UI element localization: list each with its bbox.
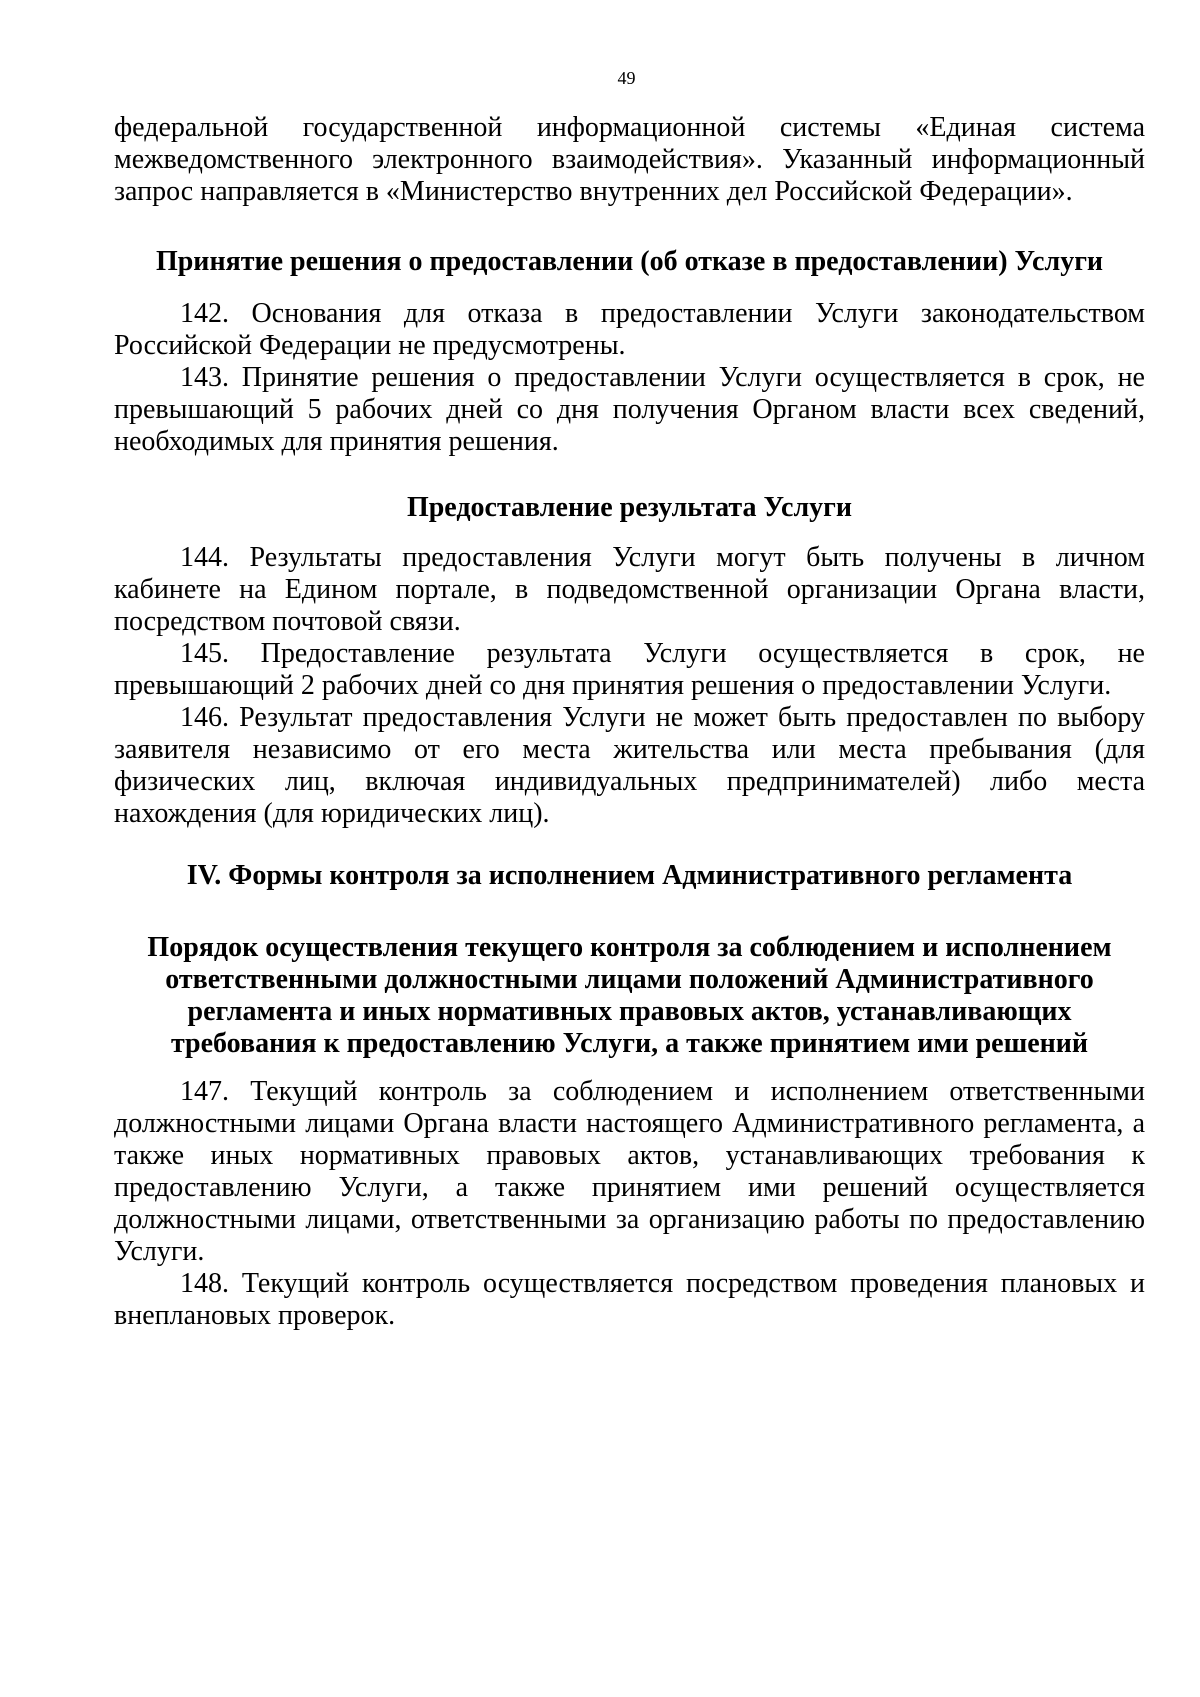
section-body-result — [114, 542, 1145, 830]
heading-line: Порядок осуществления текущего контроля за соблюдением и исполнением — [147, 932, 1112, 963]
heading-line: требования к предоставлению Услуги, а также принятием ими решений — [170, 1028, 1089, 1059]
paragraph-144: 144. Результаты предоставления Услуги могут быть получены в личном кабинете на Едином портале, в подведомственной организации Органа власти, посредством почтовой связи. — [114, 542, 1145, 637]
paragraph-145: 145. Предоставление результата Услуги осуществляется в срок, не превышающий 2 рабочих дней со дня принятия решения о предоставлении Услуги. — [114, 638, 1145, 701]
chapter-heading-iv: IV. Формы контроля за исполнением Административного регламента — [186, 860, 1073, 891]
page-number: 49 — [617, 68, 636, 88]
section-body-current-control — [114, 1076, 1145, 1332]
section-heading-current-control — [114, 932, 1145, 1060]
paragraph-143: 143. Принятие решения о предоставлении Услуги осуществляется в срок, не превышающий 5 рабочих дней со дня получения Органом власти всех сведений, необходимых для принятия решения. — [114, 362, 1145, 457]
paragraph-148: 148. Текущий контроль осуществляется посредством проведения плановых и внеплановых проверок. — [114, 1268, 1145, 1331]
paragraph-146: 146. Результат предоставления Услуги не может быть предоставлен по выбору заявителя независимо от его места жительства или места пребывания (для физических лиц, включая индивидуальных предпринимателей) либо места нахождения (для юридических лиц). — [114, 702, 1145, 829]
heading-line: регламента и иных нормативных правовых актов, устанавливающих — [187, 996, 1072, 1027]
intro-paragraph: федеральной государственной информационной системы «Единая система межведомственного электронного взаимодействия». Указанный информационный запрос направляется в «Министерство внутренних дел Российской Федерации». — [114, 112, 1145, 207]
heading-line: ответственными должностными лицами положений Административного — [165, 964, 1094, 995]
paragraph-147: 147. Текущий контроль за соблюдением и исполнением ответственными должностными лицами Органа власти настоящего Административного регламента, а также иных нормативных правовых актов, устанавливающих требования к предоставлению Услуги, а также принятием ими решений осуществляется должностными лицами, ответственными за организацию работы по предоставлению Услуги. — [114, 1076, 1145, 1267]
section-heading-result: Предоставление результата Услуги — [406, 492, 853, 523]
section-heading-decision: Принятие решения о предоставлении (об отказе в предоставлении) Услуги — [155, 246, 1104, 277]
section-body-decision — [114, 298, 1145, 458]
paragraph-142: 142. Основания для отказа в предоставлении Услуги законодательством Российской Федерации не предусмотрены. — [114, 298, 1145, 361]
